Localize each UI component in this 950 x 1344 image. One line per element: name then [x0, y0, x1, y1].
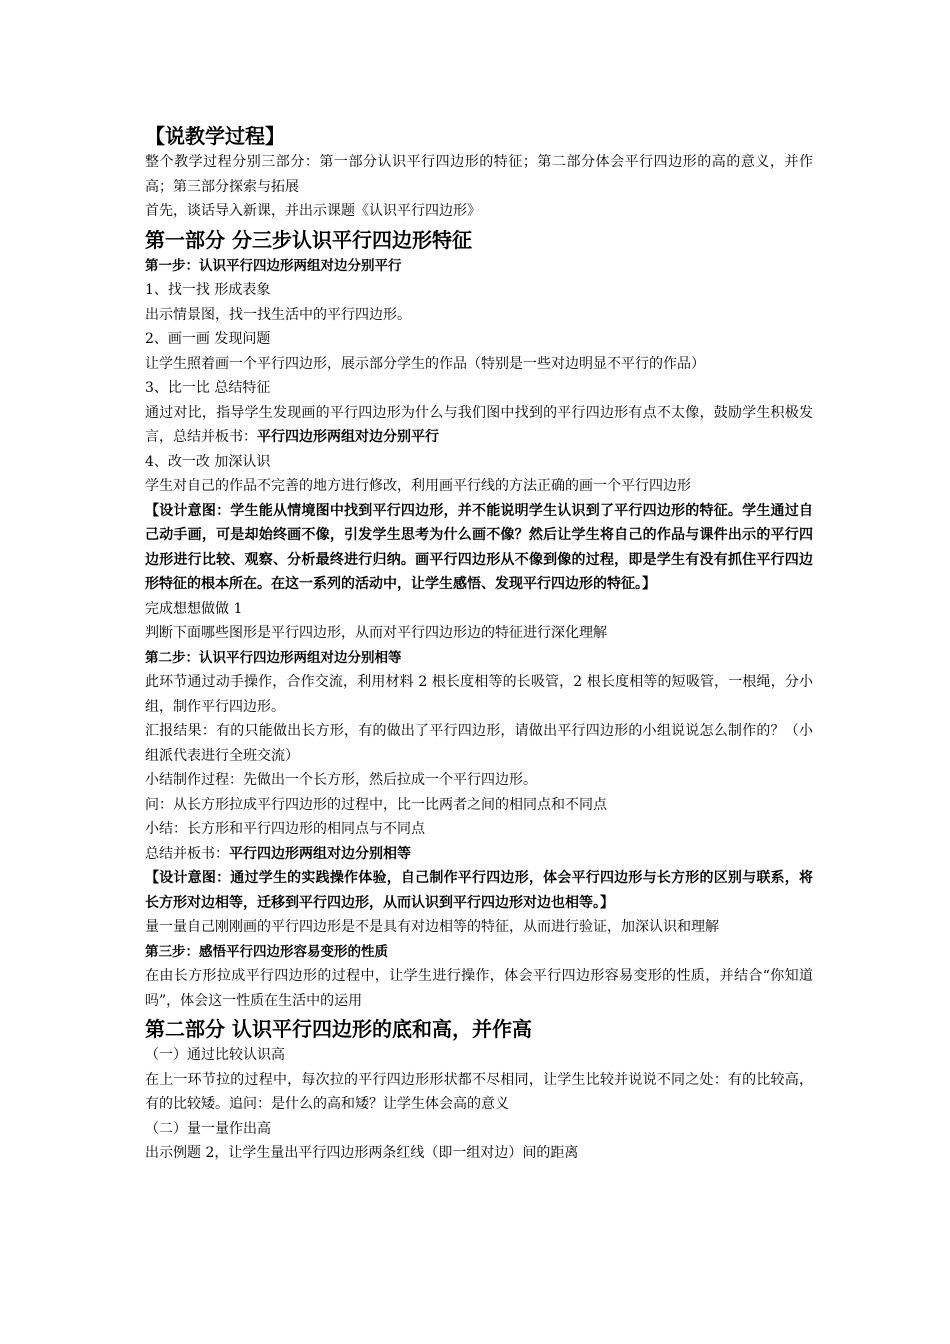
- intro-paragraph-1: 整个教学过程分别三部分：第一部分认识平行四边形的特征；第二部分体会平行四边形的高的意义，并作高；第三部分探索与拓展: [145, 154, 813, 195]
- step3-heading: 第三步：感悟平行四边形容易变形的性质: [145, 943, 388, 960]
- part1-heading: 第一部分 分三步认识平行四边形特征: [145, 227, 472, 252]
- part2-sub1-text: 在上一环节拉的过程中，每次拉的平行四边形形状都不尽相同，让学生比较并说说不同之处：有的比较高，有的比较矮。追问：是什么的高和矮？让学生体会高的意义: [145, 1071, 813, 1112]
- step1-design-intent: 【设计意图：学生能从情境图中找到平行四边形，并不能说明学生认识到了平行四边形的特征。学生通过自己动手画，可是却始终画不像，引发学生思考为什么画不像？然后让学生将自己的作品与课件出示的平行四边形进行比较、观察、分析最终进行归纳。画平行四边形从不像到像的过程，即是学生有没有抓住平行四边形特征的根本所在。在这一系列的活动中，让学生感悟、发现平行四边形的特征。】: [145, 502, 813, 592]
- document-page: [145, 122, 813, 1166]
- step1-exercise-title: 完成想想做做 1: [145, 600, 243, 617]
- step2-paragraph-2: 汇报结果：有的只能做出长方形，有的做出了平行四边形，请做出平行四边形的小组说说怎么制作的？（小组派代表进行全班交流）: [145, 723, 813, 764]
- step2-design-intent: 【设计意图：通过学生的实践操作体验，自己制作平行四边形，体会平行四边形与长方形的区别与联系，将长方形对边相等，迁移到平行四边形，从而认识到平行四边形对边也相等。】: [145, 870, 813, 911]
- part2-sub2-text: 出示例题 2，让学生量出平行四边形两条红线（即一组对边）间的距离: [145, 1145, 579, 1161]
- step2-paragraph-7: 量一量自己刚刚画的平行四边形是不是具有对边相等的特征，从而进行验证，加深认识和理解: [145, 919, 719, 935]
- step1-item3-title: 3、比一比 总结特征: [145, 380, 271, 396]
- step1-item2-text: 让学生照着画一个平行四边形，展示部分学生的作品（特别是一些对边明显不平行的作品）: [145, 355, 705, 372]
- step2-summary-prefix: 总结并板书：: [145, 845, 229, 862]
- part2-sub2-title: （二）量一量作出高: [145, 1120, 271, 1137]
- step1-item4-title: 4、改一改 加深认识: [145, 453, 271, 470]
- step2-paragraph-5: 小结：长方形和平行四边形的相同点与不同点: [145, 821, 425, 837]
- step2-summary-conclusion: 平行四边形两组对边分别相等: [229, 845, 411, 862]
- step2-paragraph-1: 此环节通过动手操作，合作交流，利用材料 2 根长度相等的长吸管，2 根长度相等的短吸管，一根绳，分小组，制作平行四边形。: [145, 674, 813, 715]
- step1-item1-text: 出示情景图，找一找生活中的平行四边形。: [145, 306, 411, 323]
- step3-paragraph-1: 在由长方形拉成平行四边形的过程中，让学生进行操作，体会平行四边形容易变形的性质，并结合“你知道吗”，体会这一性质在生活中的运用: [145, 968, 813, 1009]
- part2-heading: 第二部分 认识平行四边形的底和高，并作高: [145, 1017, 532, 1041]
- step2-heading: 第二步：认识平行四边形两组对边分别相等: [145, 649, 402, 666]
- step1-exercise-text: 判断下面哪些图形是平行四边形，从而对平行四边形边的特征进行深化理解: [145, 625, 607, 641]
- step1-item2-title: 2、画一画 发现问题: [145, 331, 271, 347]
- step2-paragraph-6: [145, 842, 813, 867]
- step1-item3-text: 通过对比，指导学生发现画的平行四边形为什么与我们图中找到的平行四边形有点不太像，鼓励学生积极发言，总结并板书：: [145, 404, 813, 445]
- step1-item3-conclusion: 平行四边形两组对边分别平行: [257, 429, 439, 445]
- step1-item1-title: 1、找一找 形成表象: [145, 282, 271, 298]
- step1-item3-paragraph: [145, 401, 813, 450]
- step2-paragraph-4: 问：从长方形拉成平行四边形的过程中，比一比两者之间的相同点和不同点: [145, 796, 607, 813]
- step2-paragraph-3: 小结制作过程：先做出一个长方形，然后拉成一个平行四边形。: [145, 772, 537, 788]
- document-title: 【说教学过程】: [145, 124, 285, 148]
- part2-sub1-title: （一）通过比较认识高: [145, 1047, 285, 1063]
- intro-paragraph-2: 首先，谈话导入新课，并出示课题《认识平行四边形》: [145, 203, 481, 219]
- step1-item4-text: 学生对自己的作品不完善的地方进行修改，利用画平行线的方法正确的画一个平行四边形: [145, 478, 691, 494]
- step1-heading: 第一步：认识平行四边形两组对边分别平行: [145, 257, 402, 274]
